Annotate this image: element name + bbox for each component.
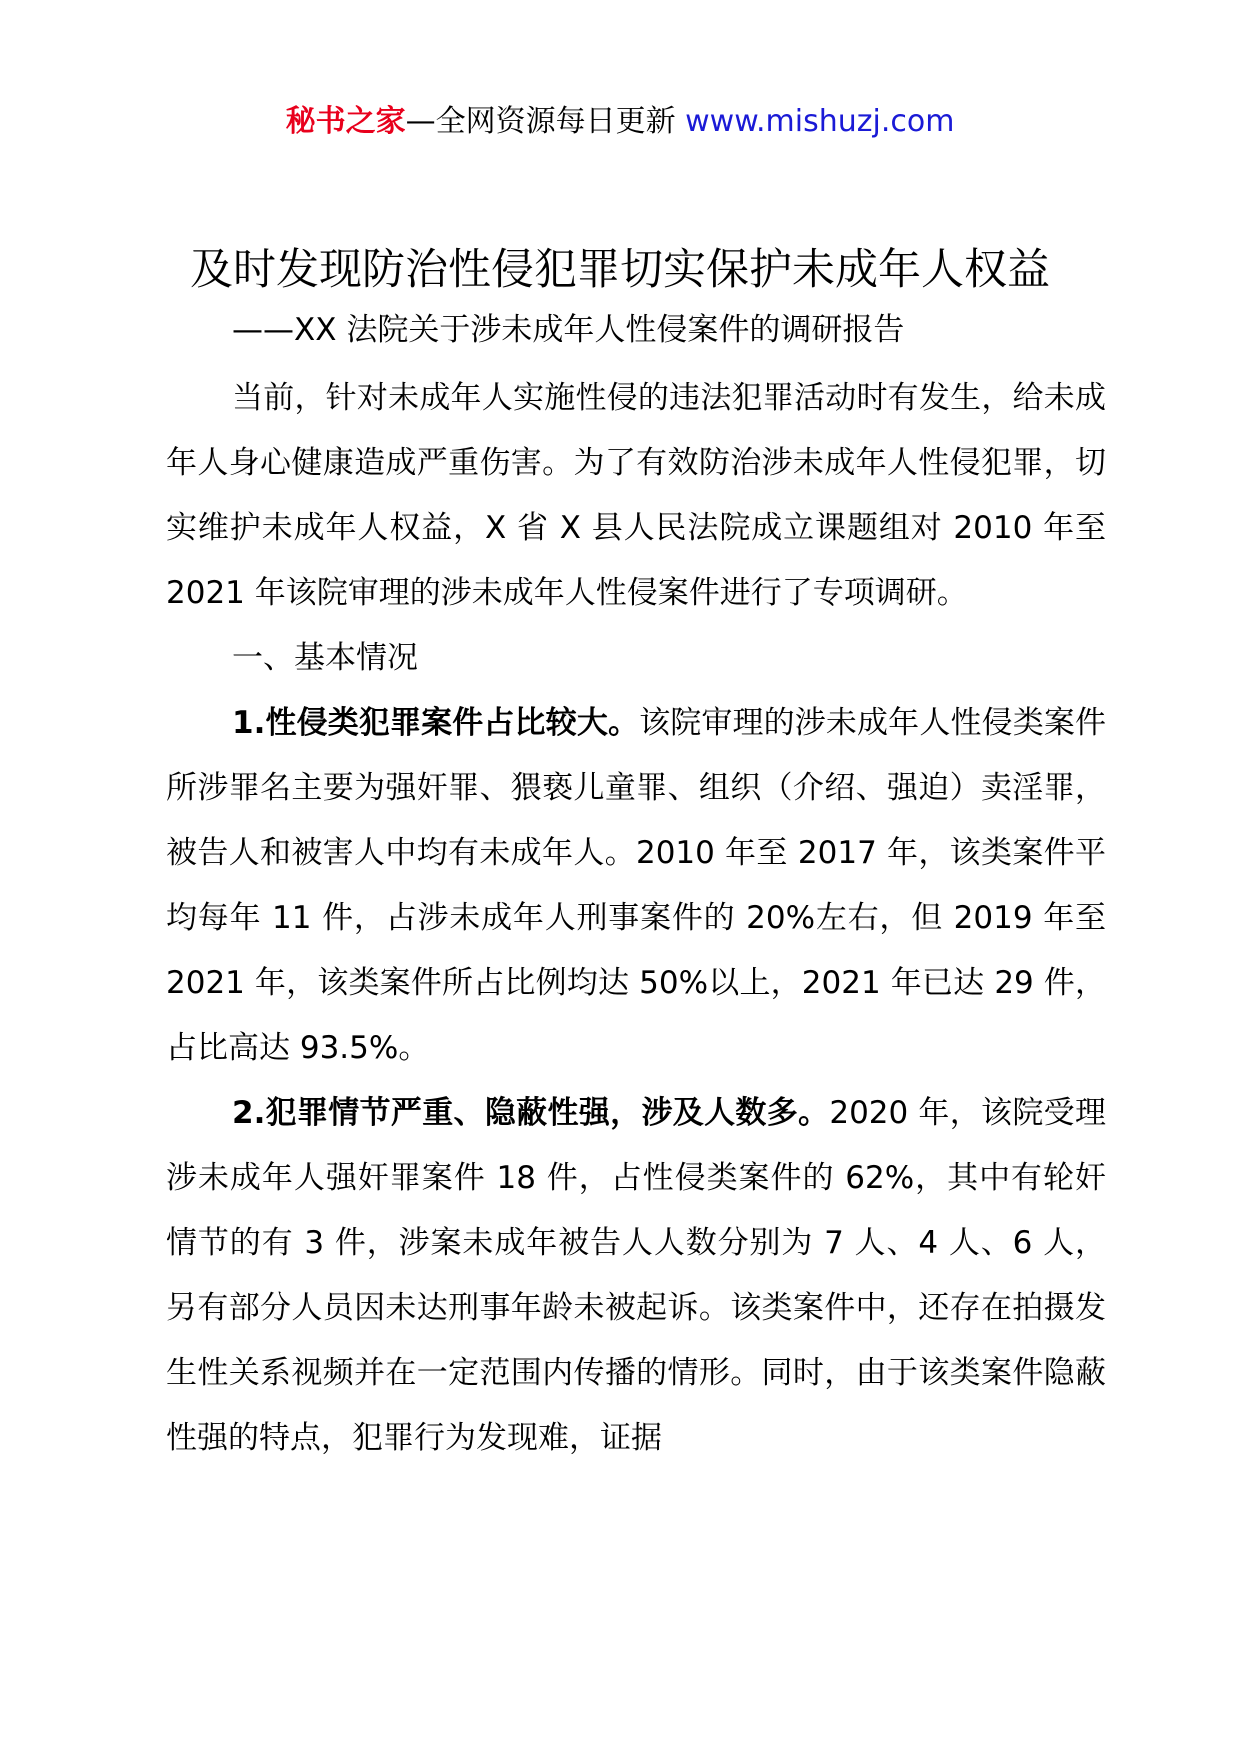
item-1-text: 该院审理的涉未成年人性侵类案件所涉罪名主要为强奸罪、猥亵儿童罪、组织（介绍、强迫）卖淫罪，被告人和被害人中均有未成年人。2010 年至 2017 年，该类案件平均每年 11 件，占涉未成年人刑事案件的 20%左右，但 2019 年至 2021 年，该类案件所占比例均达 50%以上，2021 年已达 29 件，占比高达 93.5%。	[166, 705, 1106, 1066]
site-header	[0, 100, 1240, 144]
site-url-link[interactable]: www.mishuzj.com	[685, 104, 955, 139]
item-1-paragraph	[166, 691, 1106, 1081]
document-subtitle: ——XX 法院关于涉未成年人性侵案件的调研报告	[232, 312, 905, 348]
intro-paragraph: 当前，针对未成年人实施性侵的违法犯罪活动时有发生，给未成年人身心健康造成严重伤害。为了有效防治涉未成年人性侵犯罪，切实维护未成年人权益，X 省 X 县人民法院成立课题组对 2010 年至 2021 年该院审理的涉未成年人性侵案件进行了专项调研。	[166, 380, 1106, 611]
site-tagline: —全网资源每日更新	[405, 104, 676, 139]
site-brand: 秘书之家	[285, 104, 406, 139]
item-2-paragraph	[166, 1081, 1106, 1471]
document-title: 及时发现防治性侵犯罪切实保护未成年人权益	[190, 245, 1050, 295]
item-2-lead: 2.犯罪情节严重、隐蔽性强，涉及人数多。	[232, 1095, 830, 1131]
document-body	[166, 366, 1106, 1471]
item-2-text: 2020 年，该院受理涉未成年人强奸罪案件 18 件，占性侵类案件的 62%，其中有轮奸情节的有 3 件，涉案未成年被告人人数分别为 7 人、4 人、6 人，另有部分人员因未达刑事年龄未被起诉。该类案件中，还存在拍摄发生性关系视频并在一定范围内传播的情形。同时，由于该类案件隐蔽性强的特点，犯罪行为发现难，证据	[166, 1095, 1106, 1456]
section-heading: 一、基本情况	[232, 640, 418, 676]
item-1-lead: 1.性侵类犯罪案件占比较大。	[232, 705, 640, 741]
